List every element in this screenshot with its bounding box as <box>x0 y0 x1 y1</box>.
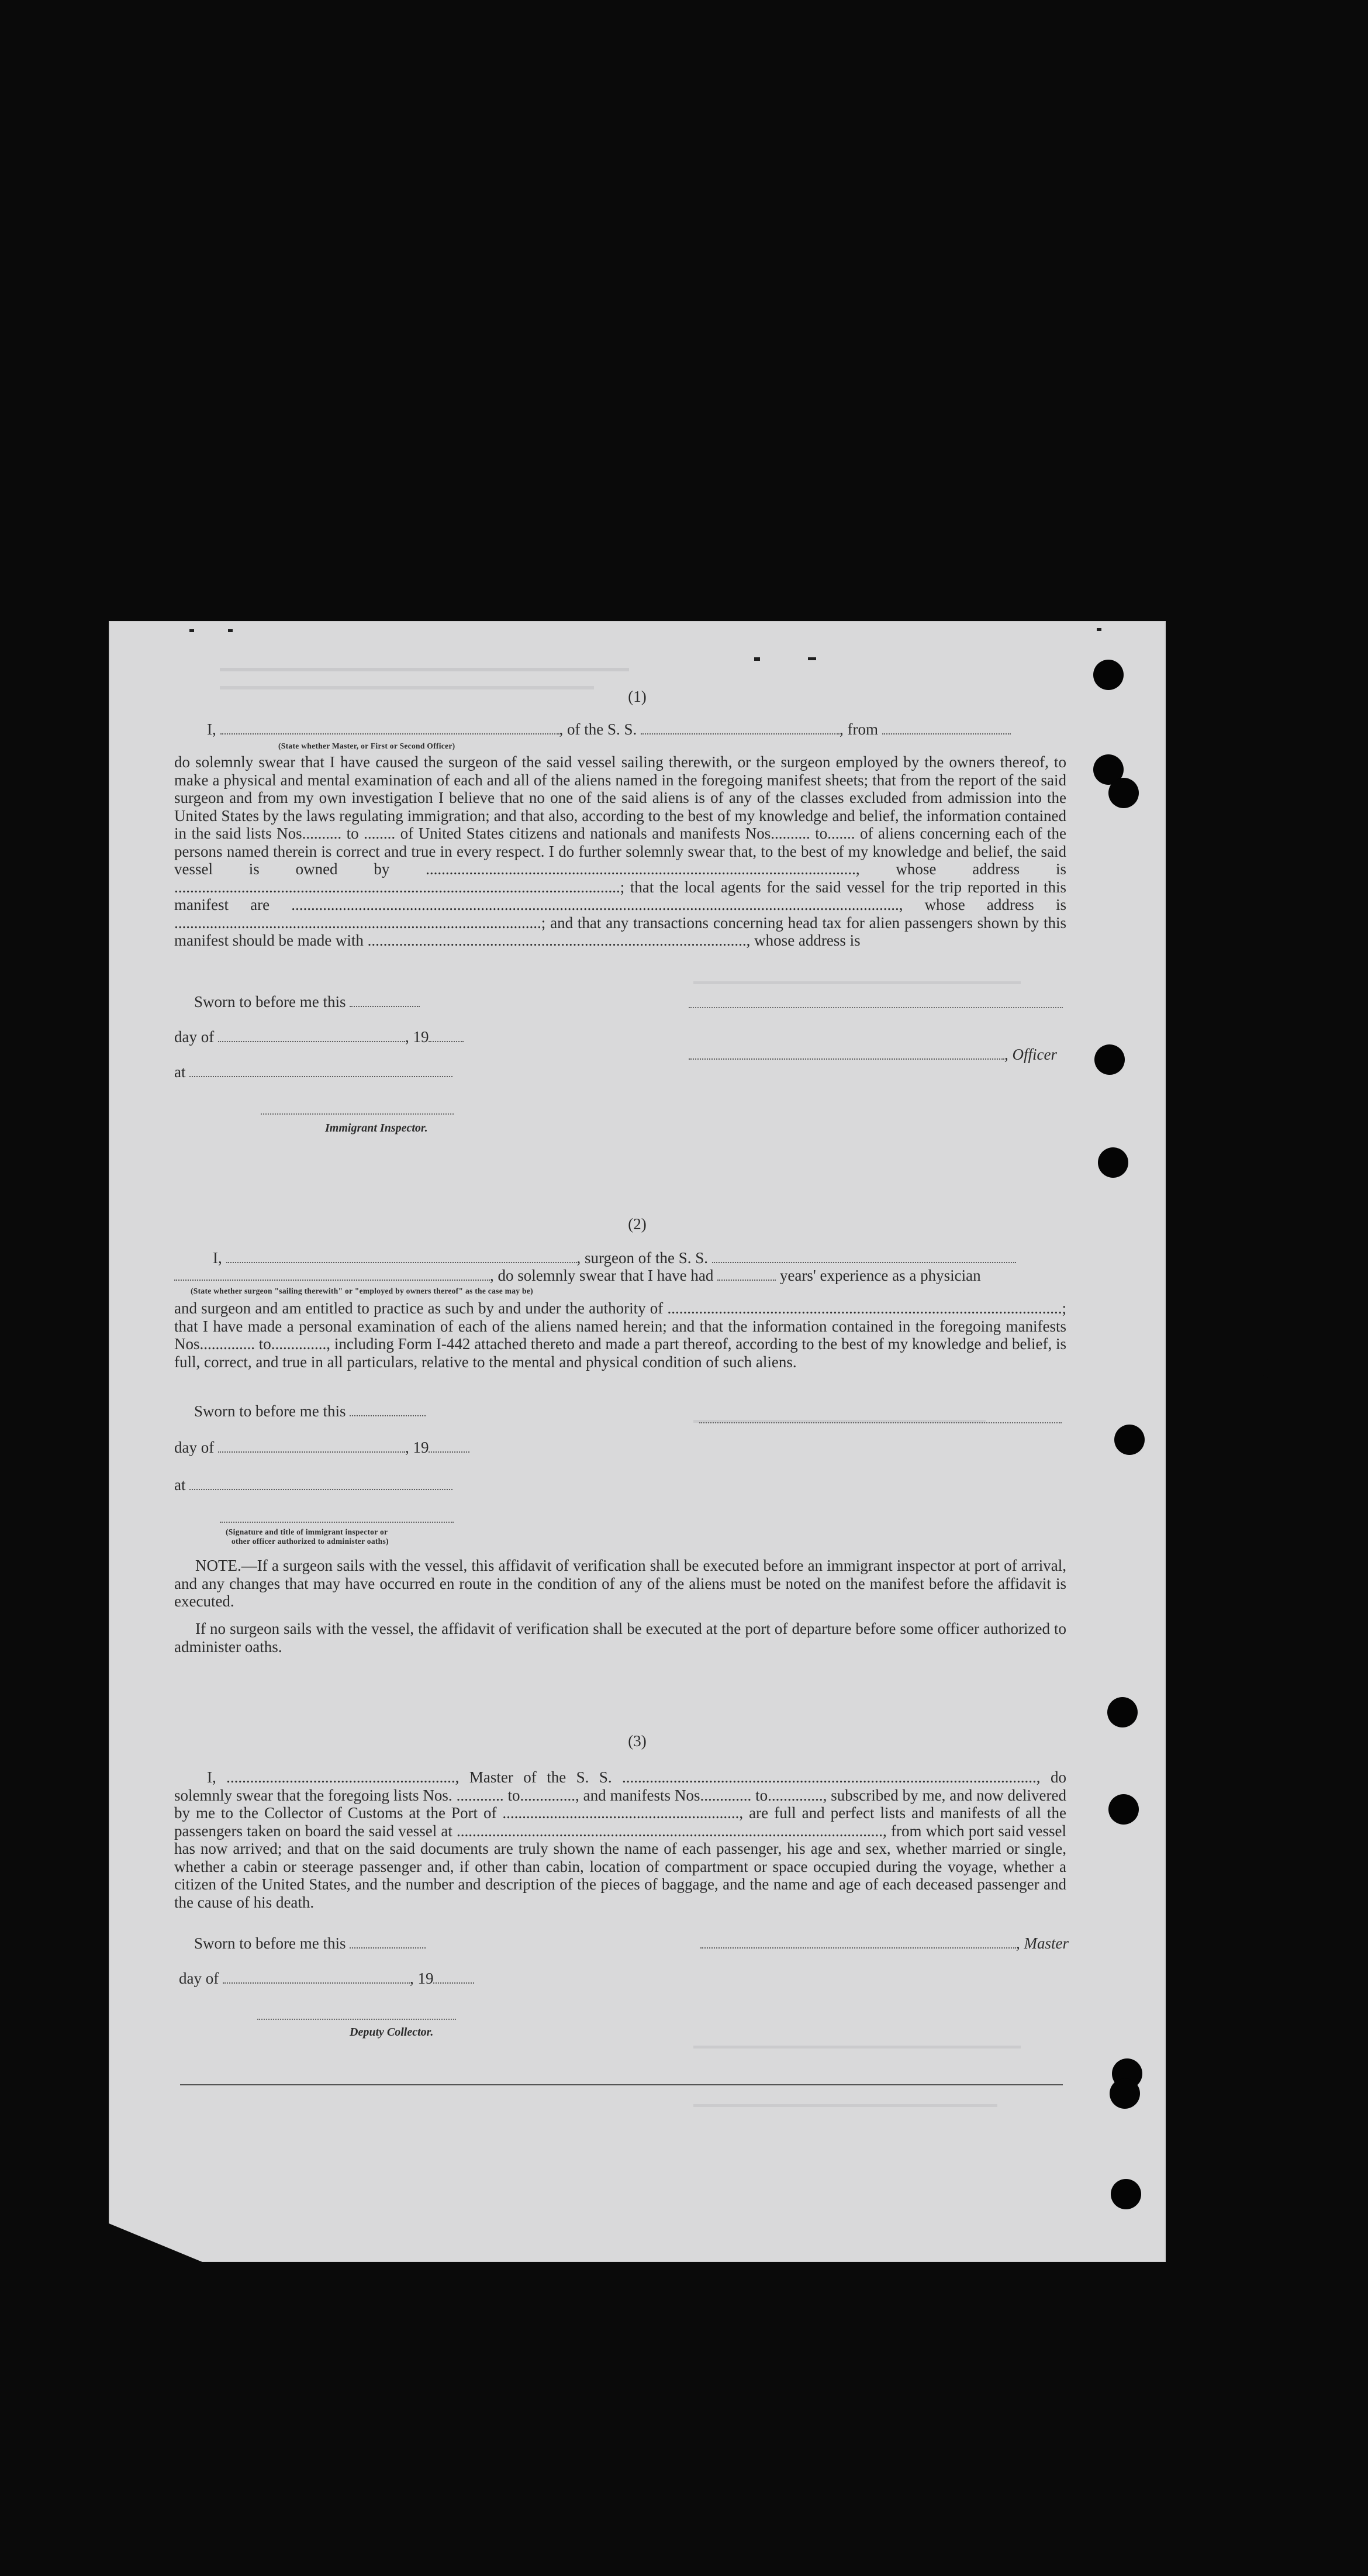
s1-from: , from <box>840 720 878 738</box>
surgeon-type-field[interactable] <box>174 1268 490 1281</box>
ink-mark <box>808 657 816 660</box>
s2-surgeon-note: (State whether surgeon "sailing therewith" or "employed by owners thereof" as the case may be) <box>191 1287 533 1295</box>
officer-label: , Officer <box>1004 1046 1057 1063</box>
s2-month-field[interactable] <box>218 1440 405 1453</box>
punch-hole <box>1098 1147 1128 1178</box>
s3-sworn <box>194 1934 426 1953</box>
day-of-label: day of <box>179 1970 219 1987</box>
bleed-through-1 <box>220 656 629 671</box>
s1-body: do solemnly swear that I have caused the surgeon of the said vessel sailing therewith, or the surgeon employed by the owners thereof, to make a physical and mental examination of each and all of the aliens named in the foregoing manifest sheets; that from the report of the said surgeon and from my own investigation I believe that no one of the said aliens is of any of the classes excluded from admission into the United States by the laws regulating immigration; and that also, according to the best of my knowledge and belief, the information contained in the said lists Nos.......... to ........ of United States citizens and nationals and manifests Nos.......... to....... of aliens concerning each of the persons named therein is correct and true in every respect. I do further solemnly swear that, to the best of my knowledge and belief, the said vessel is owned by ............................................................................................................., whose address is .................................................................................................................; that the local agents for the said vessel for the trip reported in this manifest are .........................................................................................................................................................., whose address is .............................................................................................; and that any transactions concerning head tax for alien passengers shown by this manifest should be made with ................................................................................................, whose address is <box>174 753 1066 949</box>
s3-dayof <box>179 1970 474 1988</box>
from-port-field[interactable] <box>882 722 1011 734</box>
s2-sig-note-1: (Signature and title of immigrant inspector or <box>226 1527 388 1536</box>
section-2-number: (2) <box>628 1215 647 1233</box>
section-1-number: (1) <box>628 688 647 705</box>
s2-dayof <box>174 1439 469 1457</box>
punch-hole <box>1093 660 1124 690</box>
surgeon-signature-line[interactable] <box>699 1422 1062 1423</box>
s2-line2 <box>174 1267 981 1285</box>
day-of-label: day of <box>174 1439 215 1456</box>
ink-mark <box>228 629 233 632</box>
at-place-field[interactable] <box>189 1064 452 1077</box>
immigrant-inspector-label: Immigrant Inspector. <box>325 1122 428 1134</box>
s2-prefix: I, <box>213 1249 222 1267</box>
s1-officer <box>689 1046 1057 1064</box>
s2-at <box>174 1476 452 1494</box>
s3-sworn-field[interactable] <box>350 1936 426 1949</box>
s3-body: I, .........................................................., Master of the S. S. ........................................................................................................., do solemnly swear that the foregoing lists Nos. ............ to.............., and manifests Nos............. to.............., subscribed by me, and now delivered by me to the Collector of Customs at the Port of ............................................................, are full and perfect lists and manifests of all the passengers taken on board the said vessel at ............................................................................................................, from which port said vessel has now arrived; and that on the said documents are truly shown the name of each passenger, his age and sex, whether married or single, whether a cabin or steerage passenger and, if other than cabin, location of compartment or space occupied during the voyage, whether a citizen of the United States, and the number and description of the pieces of baggage, and the name and age of each deceased passenger and the cause of his death. <box>174 1768 1066 1911</box>
s1-officer-note: (State whether Master, or First or Second Officer) <box>278 742 455 750</box>
s2-sworn <box>194 1402 426 1420</box>
inspector-signature-line[interactable] <box>261 1113 454 1115</box>
s2-note-paragraph-1: NOTE.—If a surgeon sails with the vessel, this affidavit of verification shall be executed before an immigrant inspector at port of arrival, and any changes that may have occurred en route in the condition of any of the aliens must be noted on the manifest before the affidavit is executed. <box>174 1557 1066 1610</box>
punch-hole <box>1111 2179 1141 2209</box>
s2-note-paragraph-2: If no surgeon sails with the vessel, the affidavit of verification shall be executed at the port of departure before some officer authorized to administer oaths. <box>174 1620 1066 1656</box>
section-3-number: (3) <box>628 1732 647 1750</box>
year-field[interactable] <box>429 1029 464 1042</box>
surgeon-name-field[interactable] <box>226 1250 577 1263</box>
punch-hole <box>1114 1425 1145 1455</box>
s2-sworn-field[interactable] <box>350 1403 426 1416</box>
bleed-through-6 <box>693 2095 997 2107</box>
punch-hole <box>1107 1697 1138 1727</box>
month-field[interactable] <box>218 1029 405 1042</box>
sworn-label: Sworn to before me this <box>194 1934 346 1952</box>
s2-at-field[interactable] <box>189 1477 452 1490</box>
manifest-page <box>109 621 1166 2262</box>
ink-mark <box>754 657 760 661</box>
at-label: at <box>174 1063 186 1081</box>
punch-hole <box>1108 1794 1139 1825</box>
s2-sig-note-2: other officer authorized to administer oaths) <box>232 1537 389 1546</box>
master-label: , Master <box>1016 1934 1069 1952</box>
s1-ss: , of the S. S. <box>559 720 637 738</box>
s2-inspector-signature-line[interactable] <box>220 1522 454 1523</box>
ink-mark <box>189 629 194 632</box>
years-field[interactable] <box>717 1268 776 1281</box>
s2-experience: years' experience as a physician <box>779 1267 981 1284</box>
torn-edge-right <box>1245 1359 1269 1378</box>
torn-corner-bottom-left <box>109 2223 202 2262</box>
punch-hole <box>1110 2078 1140 2109</box>
year-label: , 19 <box>405 1439 429 1456</box>
bottom-rule <box>180 2084 1063 2085</box>
s2-vessel-field[interactable] <box>712 1250 1016 1263</box>
vessel-name-field[interactable] <box>641 722 840 734</box>
day-of-label: day of <box>174 1028 215 1046</box>
sworn-label: Sworn to before me this <box>194 1402 346 1420</box>
collector-signature-line[interactable] <box>257 2019 456 2020</box>
punch-hole <box>1108 778 1139 808</box>
officer-signature-field[interactable] <box>689 1047 1004 1060</box>
s3-month-field[interactable] <box>223 1971 410 1984</box>
year-label: , 19 <box>405 1028 429 1046</box>
s2-year-field[interactable] <box>429 1440 469 1453</box>
master-name-field[interactable] <box>220 722 559 734</box>
officer-signature-line-top[interactable] <box>689 1007 1063 1008</box>
punch-hole <box>1094 1044 1125 1075</box>
s3-master <box>700 1934 1069 1953</box>
master-signature-field[interactable] <box>700 1936 1016 1949</box>
s2-swear: , do solemnly swear that I have had <box>490 1267 714 1284</box>
s1-at <box>174 1063 452 1081</box>
s1-line1 <box>207 720 1011 739</box>
sworn-date-field[interactable] <box>350 994 420 1007</box>
s2-line1 <box>213 1249 1016 1267</box>
s2-body: and surgeon and am entitled to practice as such by and under the authority of ....................................................................................................; that I have made a personal examination of each of the aliens named herein; and that the information contained in the foregoing manifests Nos.............. to.............., including Form I-442 attached thereto and made a part thereof, according to the best of my knowledge and belief, is full, correct, and true in all particulars, relative to the mental and physical condition of such aliens. <box>174 1299 1066 1371</box>
s1-sworn <box>194 993 420 1011</box>
s1-prefix: I, <box>207 720 216 738</box>
year-label: , 19 <box>409 1970 434 1987</box>
ink-mark <box>1097 628 1101 631</box>
deputy-collector-label: Deputy Collector. <box>350 2026 434 2039</box>
sworn-label: Sworn to before me this <box>194 993 346 1011</box>
s2-ss: , surgeon of the S. S. <box>576 1249 709 1267</box>
at-label: at <box>174 1476 186 1494</box>
bleed-through-5 <box>693 2036 1021 2049</box>
s1-dayof <box>174 1028 464 1046</box>
s3-year-field[interactable] <box>433 1971 474 1984</box>
bleed-through-4 <box>693 1411 986 1423</box>
bleed-through-3 <box>693 972 1021 984</box>
